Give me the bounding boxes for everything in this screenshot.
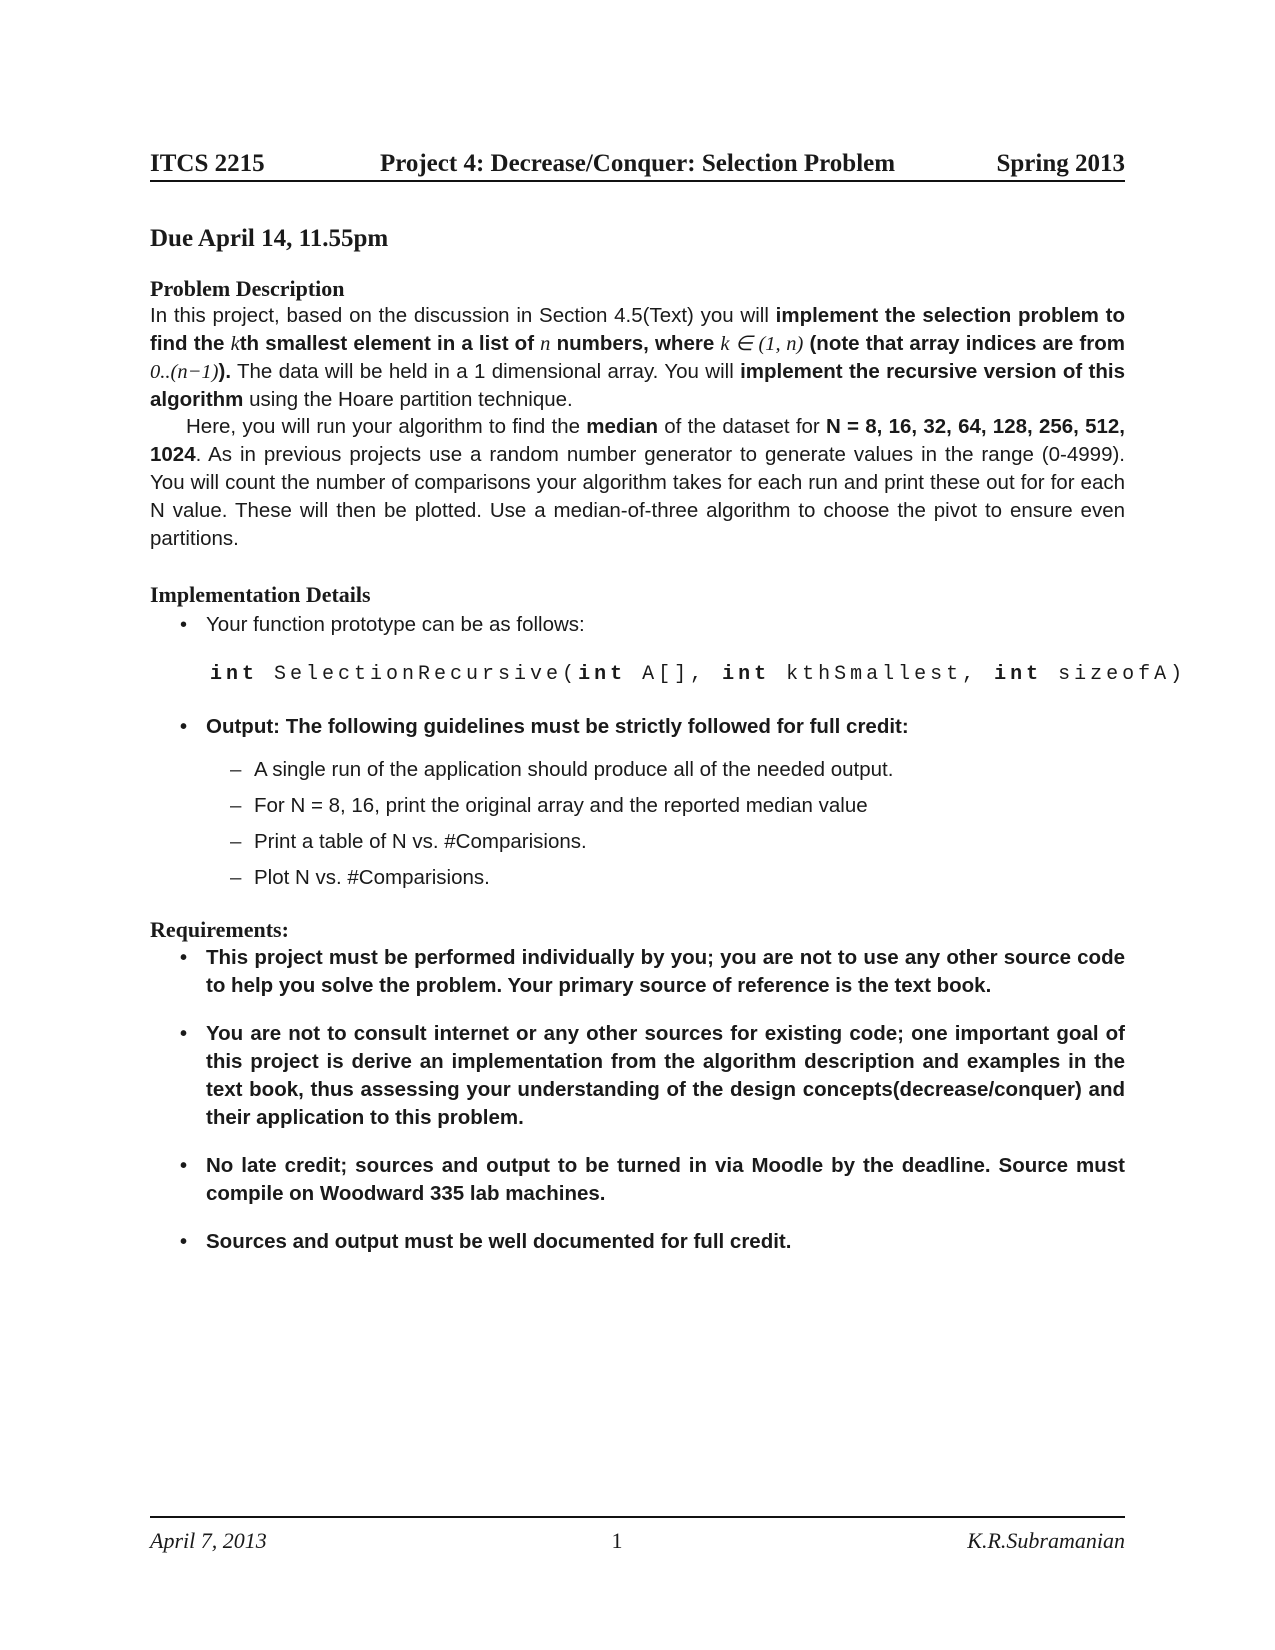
list-item: • Sources and output must be well documented for full credit. — [180, 1228, 1125, 1256]
implementation-bullet-2 — [180, 713, 1125, 741]
requirements-heading: Requirements: — [150, 917, 289, 942]
due-date: Due April 14, 11.55pm — [150, 225, 389, 252]
footer-date: April 7, 2013 — [150, 1528, 267, 1553]
implementation-bullet-1 — [180, 611, 1125, 639]
problem-description-heading: Problem Description — [150, 276, 345, 301]
list-item: • This project must be performed individually by you; you are not to use any other source code to help you solve the problem. Your primary source of reference is the text book. — [180, 944, 1125, 1000]
course-code: ITCS 2215 — [150, 150, 265, 177]
footer-author: K.R.Subramanian — [967, 1528, 1125, 1553]
list-item: – Print a table of N vs. #Comparisions. — [230, 830, 587, 853]
requirements-list — [180, 944, 1125, 1256]
project-title: Project 4: Decrease/Conquer: Selection Problem — [379, 150, 896, 177]
problem-paragraph-1: In this project, based on the discussion in Section 4.5(Text) you will implement the selection problem to find the kth smallest element in a list of n numbers, where k ∈ (1, n) (note that array indices are from 0..(n−1)). The data will be held in a 1 dimensional array. You will implement the recursive version of this algorithm using the Hoare partition technique. — [150, 304, 1125, 411]
list-item: • Output: The following guidelines must be strictly followed for full credit: — [180, 713, 1125, 741]
function-prototype: int SelectionRecursive(int A[], int kthSmallest, int sizeofA) — [210, 663, 1187, 686]
implementation-details-heading: Implementation Details — [150, 582, 371, 607]
page-footer — [150, 1528, 1125, 1554]
problem-paragraph-2: Here, you will run your algorithm to find the median of the dataset for N = 8, 16, 32, 64, 128, 256, 512, 1024. As in previous projects use a random number generator to generate values in the range (0-4999). You will count the number of comparisons your algorithm takes for each run and print these out for for each N value. These will then be plotted. Use a median-of-three algorithm to choose the pivot to ensure even partitions. — [150, 415, 1125, 550]
term: Spring 2013 — [996, 150, 1125, 177]
page-header — [150, 144, 1125, 182]
list-item: • Your function prototype can be as follows: — [180, 611, 1125, 639]
list-item: – A single run of the application should produce all of the needed output. — [230, 758, 894, 781]
list-item: – For N = 8, 16, print the original array and the reported median value — [230, 794, 868, 817]
page-number: 1 — [611, 1528, 623, 1553]
footer-rule — [150, 1516, 1125, 1518]
list-item: • You are not to consult internet or any other sources for existing code; one important goal of this project is derive an implementation from the algorithm description and examples in the text book, thus assessing your understanding of the design concepts(decrease/conquer) and their application to this problem. — [180, 1020, 1125, 1132]
list-item: • No late credit; sources and output to be turned in via Moodle by the deadline. Source must compile on Woodward 335 lab machines. — [180, 1152, 1125, 1208]
list-item: – Plot N vs. #Comparisions. — [230, 866, 490, 889]
